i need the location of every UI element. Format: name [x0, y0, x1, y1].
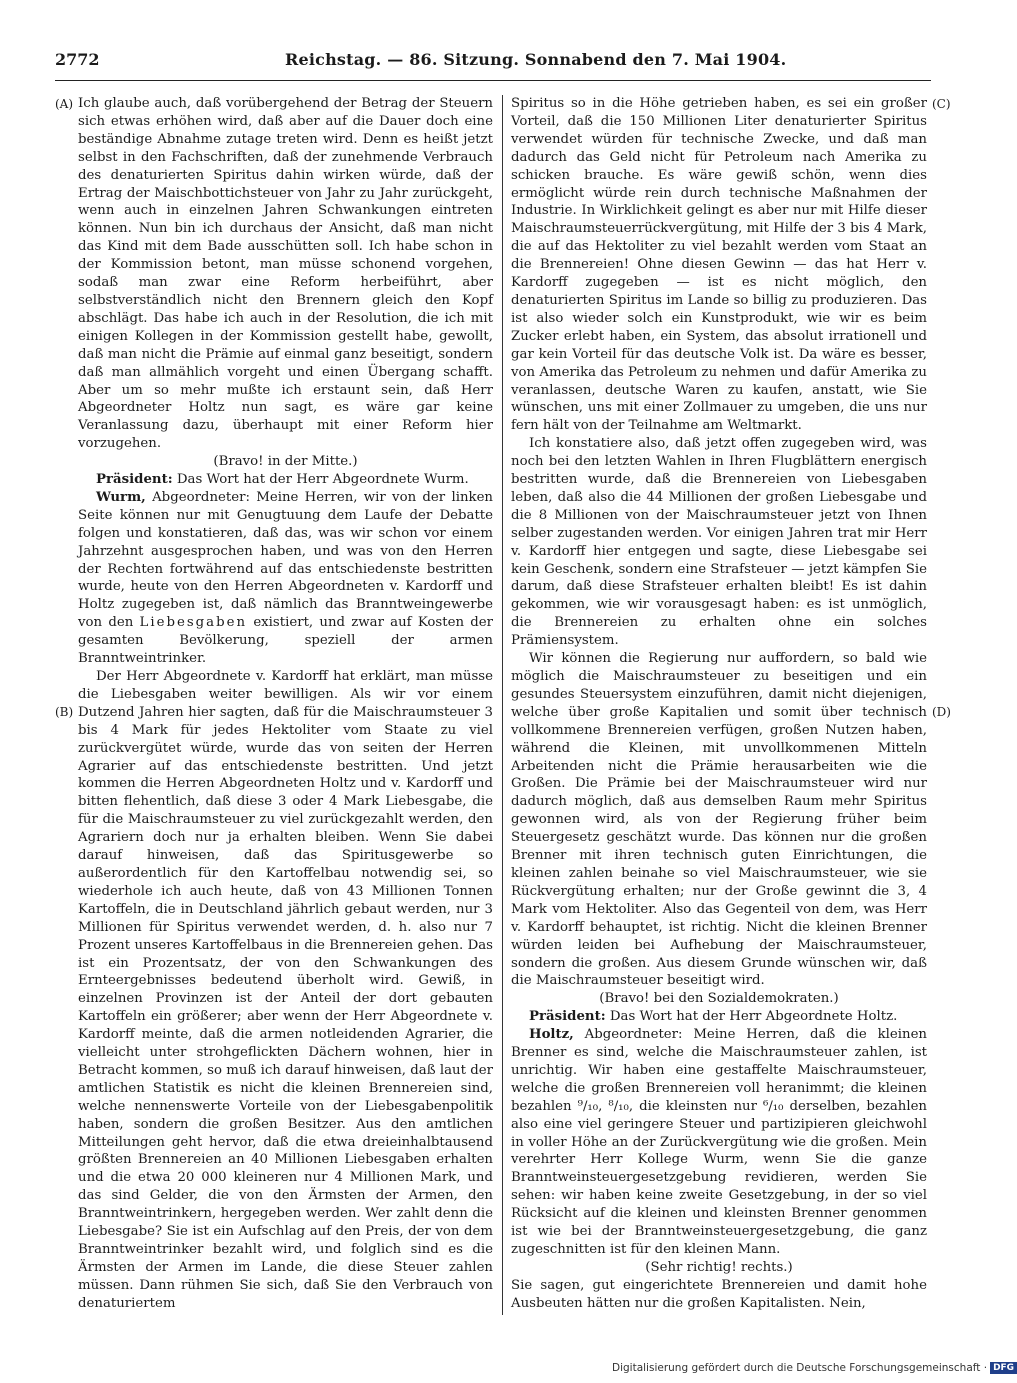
margin-mark-b: (B) — [55, 705, 74, 719]
wurm-speech — [78, 489, 493, 668]
applause-note: (Sehr richtig! rechts.) — [645, 1259, 793, 1275]
paragraph: Spiritus so in die Höhe getrieben haben, es sei ein großer Vorteil, daß die 150 Millionen Liter denaturierter Spiritus verwendet würden für technische Zwecke, und daß man dadurch das Geld nicht für Petroleum nach Amerika zu schicken brauche. Es wäre gewiß schön, wenn dies ermöglicht würde rein durch technische Maßnahmen der Industrie. In Wirklichkeit gelingt es aber nur mit Hilfe dieser Maischraumsteuerrückvergütung, mit Hilfe der 3 bis 4 Mark, die auf das Hektoliter zu viel bezahlt werden vom Staat an die Brennereien! Ohne diesen Gewinn — das hat Herr v. Kardorff zugegeben — ist es nicht möglich, den denaturierten Spiritus im Lande so billig zu produzieren. Das ist also wieder solch ein Kunstprodukt, wie wir es beim Zucker erlebt haben, ein System, das absolut irrationell und gar kein Vorteil für das deutsche Volk ist. Da wäre es besser, von Amerika das Petroleum zu nehmen und dafür Amerika zu veranlassen, deutsche Waren zu kaufen, anstatt, wie Sie wünschen, uns mit einer Zollmauer zu umgeben, die uns nur fern hält von der Teilnahme am Weltmarkt. — [511, 96, 927, 434]
paragraph: Sie sagen, gut eingerichtete Brennereien und damit hohe Ausbeuten hätten nur die großen Kapitalisten. Nein, — [511, 1277, 927, 1311]
right-column — [511, 95, 927, 1335]
column-divider — [502, 95, 503, 1315]
dfg-logo: DFG — [990, 1362, 1017, 1374]
applause-note: (Bravo! in der Mitte.) — [213, 454, 358, 470]
statement-text: Das Wort hat der Herr Abgeordnete Wurm. — [176, 472, 469, 488]
applause-note: (Bravo! bei den Sozialdemokraten.) — [599, 991, 839, 1007]
margin-mark-a: (A) — [55, 97, 74, 111]
digitization-credit — [612, 1362, 1015, 1378]
paragraph: Der Herr Abgeordnete v. Kardorff hat erklärt, man müsse die Liebesgaben weiter bewilligen. Als wir vor einem Dutzend Jahren hier sagten, daß für die Maischraumsteuer 3 bis 4 Mark für jedes Hektoliter vom Staate zu viel zurückvergütet würde, wurde das von seiten der Herren Agrarier auf das entschiedenste bestritten. Und jetzt kommen die Herren Abgeordneten Holtz und v. Kardorff und bitten flehentlich, daß diese 3 oder 4 Mark Liebesgabe, die für die Maischraumsteuer zu viel zurückgezahlt werden, den Agrariern doch nur ja erhalten bleiben. Wenn Sie dabei darauf hinweisen, daß das Spiritusgewerbe so außerordentlich für den Kartoffelbau notwendig sei, so wiederhole ich auch heute, daß von 43 Millionen Tonnen Kartoffeln, die in Deutschland jährlich gebaut werden, nur 3 Millionen für Spiritus verwendet werden, d. h. also nur 7 Prozent unseres Kartoffelbaus in die Brennereien gehen. Das ist ein Prozentsatz, der von den Schwankungen des Ernteergebnisses bedeutend überholt wird. Gewiß, in einzelnen Provinzen ist der Anteil der dort gebauten Kartoffeln ein größerer; aber wenn der Herr Abgeordnete v. Kardorff meinte, daß die armen notleidenden Agrarier, die vielleicht unter strohgeflickten Dächern wohnen, hier in Betracht kommen, so muß ich darauf hinweisen, daß laut der amtlichen Statistik es nicht die kleinen Brennereien sind, welche nennenswerte Vorteile von der Liebesgabenpolitik haben, sondern die großen Besitzer. Aus den amtlichen Mitteilungen geht hervor, daß die etwa dreieinhalbtausend größten Brennereien an 40 Millionen Liebesgaben erhalten und die etwa 20 000 kleineren nur 4 Millionen Mark, und das sind Gelder, die von den Ärmsten der Armen, den Branntweintrinkern, hergegeben werden. Wer zahlt denn die Liebesgabe? Sie ist ein Aufschlag auf den Preis, der von dem Branntweintrinker bezahlt wird, und folglich sind es die Ärmsten der Armen im Lande, die diese Steuer zahlen müssen. Dann rühmen Sie sich, daß Sie den Verbrauch von denaturiertem — [78, 669, 493, 1311]
speaker-name: Präsident: — [96, 472, 173, 488]
speaker-name: Präsident: — [529, 1009, 606, 1025]
speaker-name: Wurm, — [96, 489, 146, 505]
speech-text: existiert, und zwar auf Kosten der gesamten Bevölkerung, speziell der armen Branntweintrinker. — [78, 615, 493, 667]
paragraph: Ich glaube auch, daß vorübergehend der Betrag der Steuern sich etwas erhöhen wird, daß aber auf die Dauer doch eine beständige Abnahme zutage treten wird. Denn es heißt jetzt selbst in den Fachschriften, daß der zunehmende Verbrauch des denaturierten Spiritus dahin wirken würde, daß der Ertrag der Maischbottichsteuer von Jahr zu Jahr zurückgeht, wenn auch in einzelnen Jahren Schwankungen eintreten können. Nun bin ich durchaus der Ansicht, daß man nicht das Kind mit dem Bade ausschütten soll. Ich habe schon in der Kommission betont, man müsse schonend vorgehen, sodaß man zwar eine Reform herbeiführt, aber selbstverständlich nicht den Brennern gleich den Kopf abschlägt. Das habe ich auch in der Resolution, die ich mit einigen Kollegen in der Kommission gestellt habe, gewollt, daß man nicht die Prämie auf einmal ganz beseitigt, sondern daß man allmählich vorgeht und einen Übergang schafft. Aber um so mehr mußte ich erstaunt sein, daß Herr Abgeordneter Holtz nun sagt, es wäre gar keine Veranlassung dazu, überhaupt mit einer Reform hier vorzugehen. — [78, 96, 493, 452]
president-statement — [78, 471, 493, 489]
left-column — [78, 95, 493, 1315]
emphasized-word: Liebesgaben — [139, 615, 248, 631]
speech-text: Abgeordneter: Meine Herren, wir von der linken Seite können nur mit Genugtuung dem Laufe der Debatte folgen und konstatieren, daß das, was wir schon vor einem Jahrzehnt ausgesprochen haben, und was von den Herren der Rechten fortwährend auf das entschiedenste bestritten wurde, heute von den Herren Abgeordneten v. Kardorff und Holtz zugegeben ist, daß nämlich das Branntweingewerbe von den — [78, 489, 493, 631]
paragraph: Wir können die Regierung nur auffordern, so bald wie möglich die Maischraumsteuer zu beseitigen und ein gesundes Steuersystem einzuführen, damit nicht diejenigen, welche über große Kapitalien und somit über technisch vollkommene Brennereien verfügen, großen Nutzen haben, während die Kleinen, mit unvollkommenen Mitteln Arbeitenden nicht die Prämie herausarbeiten wie die Großen. Die Prämie bei der Maischraumsteuer wird nur dadurch möglich, daß aus demselben Raum mehr Spiritus gewonnen wird, als von der Regierung früher beim Steuergesetz geschätzt wurde. Das können nur die großen Brenner mit ihren technisch guten Einrichtungen, die kleinen zahlen beinahe so viel Maischraumsteuer, wie sie Rückvergütung erhalten; nur der Große gewinnt die 3, 4 Mark vom Hektoliter. Also das Gegenteil von dem, was Herr v. Kardorff behauptet, ist richtig. Nicht die kleinen Brenner würden leiden bei Aufhebung der Maischraumsteuer, sondern die großen. Aus diesem Grunde wünschen wir, daß die Maischraumsteuer beseitigt wird. — [511, 651, 927, 989]
holtz-speech — [511, 1026, 927, 1259]
speaker-name: Holtz, — [529, 1027, 574, 1043]
statement-text: Das Wort hat der Herr Abgeordnete Holtz. — [609, 1009, 898, 1025]
speech-text: Abgeordneter: Meine Herren, daß die kleinen Brenner es sind, welche die Maischraumsteuer zahlen, ist unrichtig. Wir haben eine gestaffelte Maischraumsteuer, welche die großen Brennereien voll heranimmt; die kleinen bezahlen ⁹/₁₀, ⁸/₁₀, die kleinsten nur ⁶/₁₀ derselben, bezahlen also eine viel geringere Steuer und partizipieren gleichwohl in voller Höhe an der Zurückvergütung wie die großen. Mein verehrter Herr Kollege Wurm, wenn Sie die ganze Branntweinsteuergesetzgebung revidieren, werden Sie sehen: wir haben keine zweite Gesetzgebung, in der so viel Rücksicht auf die kleinen und kleinsten Brenner genommen ist wie bei der Branntweinsteuergesetzgebung, die ganz zugeschnitten ist für den kleinen Mann. — [511, 1027, 927, 1257]
header-rule — [55, 80, 931, 81]
paragraph: Ich konstatiere also, daß jetzt offen zugegeben wird, was noch bei den letzten Wahlen in Ihren Flugblättern energisch bestritten wurde, daß die Brennereien von Liebesgaben leben, daß also die 44 Millionen der großen Liebesgabe und die 8 Millionen von der Maischraumsteuer jetzt von Ihnen selber zugestanden werden. Vor einigen Jahren trat mir Herr v. Kardorff hier entgegen und sagte, diese Liebesgabe sei kein Geschenk, sondern eine Strafsteuer — jetzt kämpfen Sie darum, daß diese Strafsteuer erhalten bleibt! Es ist dahin gekommen, wie wir vorausgesagt haben: es ist unmöglich, die Brennereien zu erhalten ohne ein solches Prämiensystem. — [511, 436, 927, 649]
margin-mark-c: (C) — [932, 97, 951, 111]
credit-text: Digitalisierung gefördert durch die Deutsche Forschungsgemeinschaft · — [612, 1362, 988, 1374]
running-title: Reichstag. — 86. Sitzung. Sonnabend den 7. Mai 1904. — [285, 50, 787, 69]
page-number: 2772 — [55, 50, 100, 69]
running-header — [55, 50, 930, 74]
margin-mark-d: (D) — [932, 705, 951, 719]
president-statement — [511, 1008, 927, 1026]
